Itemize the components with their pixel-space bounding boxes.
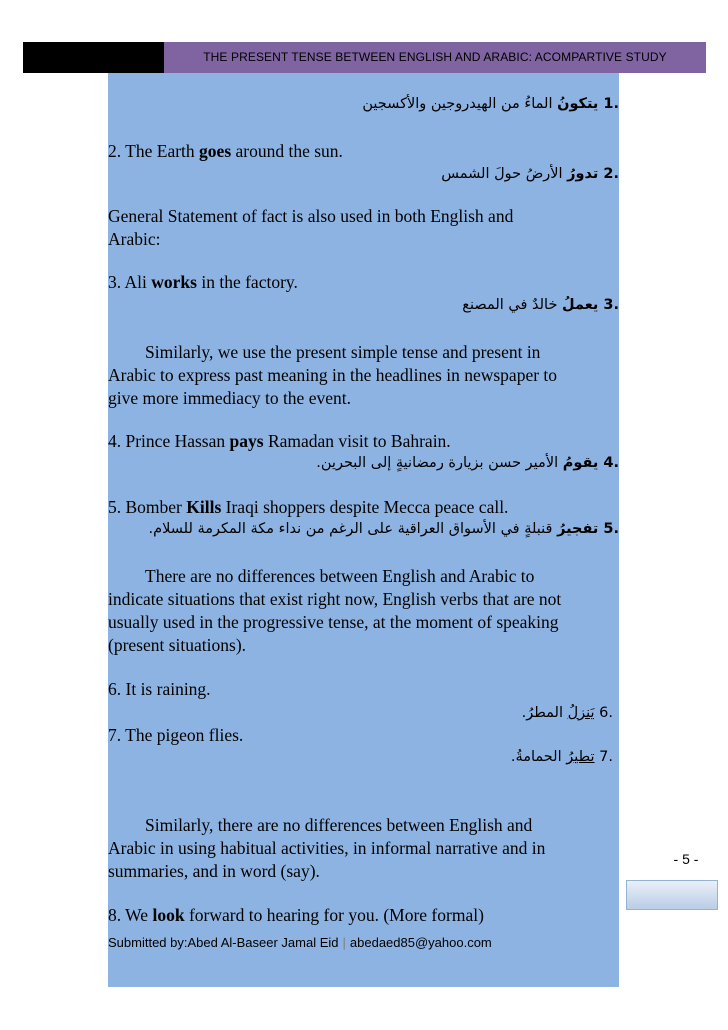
habitual-paragraph-line-2: Arabic in using habitual activities, in informal narrative and in (108, 838, 546, 858)
habitual-paragraph-line-1: Similarly, there are no differences between English and (145, 815, 533, 835)
footer-separator: | (342, 935, 346, 950)
page-number-tab (626, 880, 718, 910)
similarly-paragraph-line-3: give more immediacy to the event. (108, 388, 351, 408)
arabic-example-2: .2 تدورُ الأرضُ حولَ الشمس (441, 166, 619, 182)
english-example-2: 2. The Earth goes around the sun. (108, 141, 343, 161)
general-statement-line-1: General Statement of fact is also used in both English and (108, 206, 514, 226)
arabic-example-3: .3 يعملُ خالدٌ في المصنع (462, 297, 619, 313)
arabic-example-7: .7 تطيرُ الحمامةُ. (510, 749, 613, 765)
page-number: - 5 - (673, 851, 699, 867)
footer-email: abedaed85@yahoo.com (349, 935, 492, 950)
header-black-block (23, 42, 164, 73)
english-example-5: 5. Bomber Kills Iraqi shoppers despite Mecca peace call. (108, 497, 509, 517)
english-example-6: 6. It is raining. (108, 679, 211, 699)
english-example-8: 8. We look forward to hearing for you. (More formal) (108, 905, 484, 925)
running-header-title: THE PRESENT TENSE BETWEEN ENGLISH AND ARABIC: ACOMPARTIVE STUDY (203, 50, 667, 64)
no-differences-line-2: indicate situations that exist right now, English verbs that are not (108, 589, 562, 609)
habitual-paragraph-line-3: summaries, and in word (say). (108, 861, 320, 881)
arabic-example-4: .4 يقومُ الأمير حسن بزيارة رمضانيةٍ إلى البحرين. (316, 455, 619, 471)
no-differences-line-4: (present situations). (108, 635, 247, 655)
similarly-paragraph-line-2: Arabic to express past meaning in the headlines in newspaper to (108, 365, 558, 385)
no-differences-line-1: There are no differences between English and Arabic to (145, 566, 535, 586)
arabic-example-1: .1 يتكونُ الماءُ من الهيدروجين والأكسجين (362, 96, 619, 112)
english-example-3: 3. Ali works in the factory. (108, 272, 298, 292)
no-differences-line-3: usually used in the progressive tense, at the moment of speaking (108, 612, 559, 632)
english-example-4: 4. Prince Hassan pays Ramadan visit to Bahrain. (108, 431, 451, 451)
arabic-example-6: .6 يَنزلُ المطرُ. (521, 705, 613, 721)
english-example-7: 7. The pigeon flies. (108, 725, 244, 745)
footer-author (108, 935, 492, 950)
footer-submitted-by: Submitted by:Abed Al-Baseer Jamal Eid (108, 935, 339, 950)
general-statement-line-2: Arabic: (108, 229, 161, 249)
arabic-example-5: .5 تفجيرُ قنبلةٍ في الأسواق العراقية على الرغم من نداء مكة المكرمة للسلام. (148, 521, 619, 537)
similarly-paragraph-line-1: Similarly, we use the present simple tense and present in (145, 342, 541, 362)
